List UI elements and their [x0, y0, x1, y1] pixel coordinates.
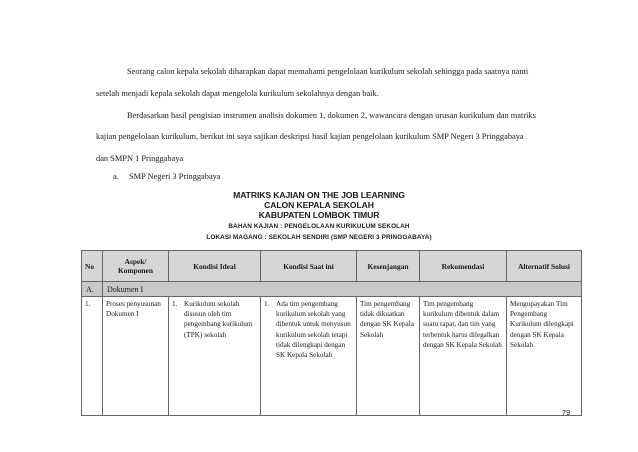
header-aspek-line1: Aspek/: [124, 257, 147, 266]
header-kondisi-saat-ini: Kondisi Saat ini: [261, 251, 357, 282]
table-header-row: [82, 251, 582, 282]
ideal-number: 1.: [172, 300, 178, 308]
section-marker: A.: [82, 282, 103, 297]
header-alternatif-solusi: Alternatif Solusi: [507, 251, 582, 282]
section-row: [82, 282, 582, 297]
matrix-table: [81, 250, 582, 416]
header-aspek: [103, 251, 169, 282]
matrix-title-1: MATRIKS KAJIAN ON THE JOB LEARNING: [233, 190, 405, 200]
sub-item-text: SMP Negeri 3 Pringgabaya: [129, 172, 221, 181]
cell-kondisi-saat-ini: [261, 297, 357, 416]
matrix-title-2: CALON KEPALA SEKOLAH: [264, 200, 374, 210]
paragraph-line-2: setelah menjadi kepala sekolah dapat mengelola kurikulum sekolahnya dengan baik.: [96, 89, 379, 98]
paragraph-line-3: Berdasarkan hasil pengisian instrumen analisis dokumen 1, dokumen 2, wawancara dengan urusan kurikulum dan matriks: [127, 111, 536, 120]
paragraph-line-4: kajian pengelolaan kurikulum, berikut ini saya sajikan deskripsi hasil kajian pengelolaan kurikulum SMP Negeri 3 Pringgabaya: [96, 132, 524, 141]
header-kesenjangan: Kesenjangan: [357, 251, 420, 282]
saat-ini-number: 1.: [264, 300, 270, 308]
cell-kondisi-ideal: [169, 297, 261, 416]
cell-aspek: Proses penyusunan Dokumen I: [103, 297, 169, 416]
cell-kesenjangan: Tim pengembang tidak dikuatkan dengan SK Kepala Sekolah: [357, 297, 420, 416]
matrix-subtitle-2: LOKASI MAGANG : SEKOLAH SENDIRI (SMP NEGERI 3 PRINGGABAYA): [206, 234, 432, 241]
paragraph-line-5: dan SMPN 1 Pringgabaya: [96, 154, 184, 163]
page-number: 79: [562, 408, 571, 417]
header-kondisi-ideal: Kondisi Ideal: [169, 251, 261, 282]
paragraph-line-1: Seorang calon kepala sekolah diharapkan dapat memahami pengelolaan kurikulum sekolah sehingga pada saatnya nanti: [127, 67, 529, 76]
cell-rekomendasi: Tim pengembang kurikulum dibentuk dalam suatu rapat, dan tim yang terbentuk harus dilegalkan dengan SK Kepala Sekolah: [420, 297, 507, 416]
table-row: [82, 297, 582, 416]
matrix-subtitle-1: BAHAN KAJIAN : PENGELOLAAN KURIKULUM SEKOLAH: [228, 223, 410, 230]
sub-item-marker: a.: [113, 172, 119, 181]
cell-no: 1.: [82, 297, 103, 416]
section-label: Dokumen I: [103, 282, 582, 297]
cell-alternatif-solusi: Mengupayakan Tim Pengembang Kurikulum dilengkapi dengan SK Kepala Sekolah: [507, 297, 582, 416]
header-rekomendasi: Rekomendasi: [420, 251, 507, 282]
ideal-text: Kurikulum sekolah disusun oleh tim pengembang kurikulum (TPK) sekolah: [184, 300, 253, 339]
matrix-title-3: KABUPATEN LOMBOK TIMUR: [258, 210, 380, 220]
header-aspek-line2: Komponen: [118, 266, 153, 275]
sub-item: [113, 172, 221, 181]
saat-ini-text: Ada tim pengembang kurikulum sekolah yang dibentuk untuk menyusun kurikulum sekolah tetapi tidak dilengkapi dengan SK Kepala Sekolah: [276, 300, 351, 360]
header-no: No: [82, 251, 103, 282]
